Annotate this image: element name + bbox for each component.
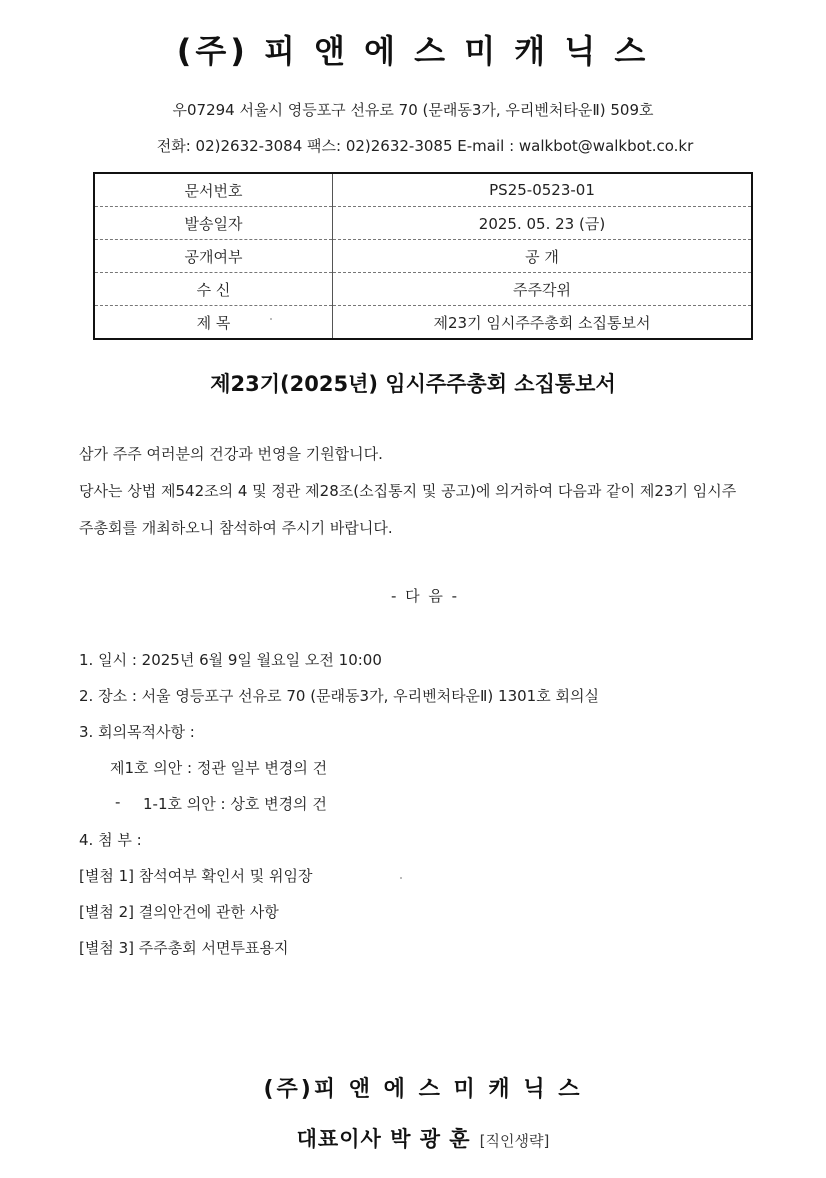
table-row: [94, 273, 752, 306]
row-label: 문서번호: [94, 173, 333, 207]
intro-line: 삼가 주주 여러분의 건강과 번영을 기원합니다.: [79, 445, 383, 463]
list-item: [별첨 2] 결의안건에 관한 사항: [79, 903, 279, 921]
row-value: 제23기 임시주주총회 소집통보서: [433, 313, 651, 332]
intro-line: 당사는 상법 제542조의 4 및 정관 제28조(소집통지 및 공고)에 의거하여 다음과 같이 제23기 임시주: [79, 482, 737, 500]
list-item: 3. 회의목적사항 :: [79, 723, 195, 741]
document-heading: 제23기(2025년) 임시주주총회 소집통보서: [210, 372, 616, 396]
seal-note: [직인생략]: [479, 1132, 550, 1150]
scan-speck: [400, 877, 402, 879]
table-row: [94, 306, 752, 340]
company-title: (주) 피 앤 에 스 미 캐 닉 스: [176, 32, 650, 70]
table-row: [94, 207, 752, 240]
table-row: [94, 240, 752, 273]
list-item: [별첨 1] 참석여부 확인서 및 위임장: [79, 867, 313, 885]
ceo-name: 대표이사 박 광 훈: [296, 1127, 471, 1151]
row-value: 공 개: [333, 240, 753, 273]
list-item: 1. 일시 : 2025년 6월 9일 월요일 오전 10:00: [79, 651, 382, 669]
row-label: 발송일자: [94, 207, 333, 240]
document-info-table: [93, 172, 753, 340]
row-value: 주주각위: [333, 273, 753, 306]
company-contact: 전화: 02)2632-3084 팩스: 02)2632-3085 E-mail : walkbot@walkbot.co.kr: [156, 137, 694, 155]
row-value: PS25-0523-01: [333, 173, 753, 207]
intro-line: 주총회를 개최하오니 참석하여 주시기 바랍니다.: [79, 519, 393, 537]
list-item-dash: -: [115, 793, 121, 811]
row-label: 수 신: [94, 273, 333, 306]
list-item: 1-1호 의안 : 상호 변경의 건: [143, 795, 327, 813]
list-item: 2. 장소 : 서울 영등포구 선유로 70 (문래동3가, 우리벤처타운Ⅱ) 1301호 회의실: [79, 687, 599, 705]
row-value: 2025. 05. 23 (금): [333, 207, 753, 240]
list-item: 4. 첨 부 :: [79, 831, 142, 849]
row-label: 제 목: [94, 306, 333, 340]
table-row: [94, 173, 752, 207]
list-item: [별첨 3] 주주총회 서면투표용지: [79, 939, 289, 957]
row-label: 공개여부: [94, 240, 333, 273]
footer-signature: [0, 1123, 826, 1153]
list-item: 제1호 의안 : 정관 일부 변경의 건: [110, 759, 328, 777]
section-divider: - 다 음 -: [390, 587, 460, 605]
company-address: 우07294 서울시 영등포구 선유로 70 (문래동3가, 우리벤처타운Ⅱ) 509호: [172, 101, 654, 119]
scan-speck: [270, 318, 272, 320]
footer-company: (주)피 앤 에 스 미 캐 닉 스: [263, 1077, 583, 1102]
